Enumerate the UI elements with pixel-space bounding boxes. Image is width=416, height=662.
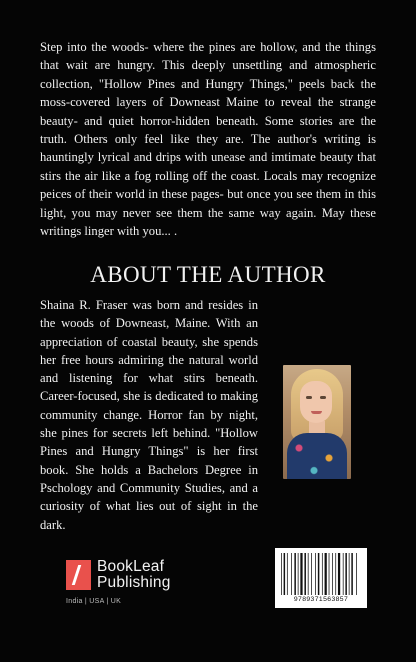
publisher-name-line1: BookLeaf xyxy=(97,558,165,575)
book-blurb: Step into the woods- where the pines are hollow, and the things that wait are hungry. This deeply unsettling and atmospheric collection, "Hollow Pines and Hungry Things," peels back the moss-covered layers of Downeast Maine to reveal the strange beauty- and quiet horror-hidden beneath. Some stories are the truth. Others only feel like they are. The author's writing is hauntingly lyrical and drips with unease and imtimate beauty that stirs the air like a fog rolling off the coast. Locals may recognize peices of their world in these pages- but once you see them in this light, you may never see them the same way again. May these writings linger with you... . xyxy=(40,40,376,239)
publisher-logo xyxy=(66,560,236,620)
publisher-name-line2: Publishing xyxy=(97,574,171,591)
author-bio: Shaina R. Fraser was born and resides in the woods of Downeast, Maine. With an appreciation of coastal beauty, she spends her free hours admiring the natural world and listening for what stirs beneath. Career-focused, she is dedicated to making community change. Horror fan by night, she pines for secrets left behind. "Hollow Pines and Hungry Things" is her first book. She holds a Bachelors Degree in Pschology and Community Studies, and a curiosity of what lies out of sight in the dark. xyxy=(40,298,258,532)
barcode-icon xyxy=(280,553,362,595)
publisher-regions: India | USA | UK xyxy=(66,598,122,605)
author-photo xyxy=(283,365,351,479)
bookleaf-logo-icon xyxy=(66,560,91,590)
isbn-barcode xyxy=(275,548,367,608)
about-author-heading: ABOUT THE AUTHOR xyxy=(90,262,326,287)
isbn-number: 9789371563857 xyxy=(293,596,349,603)
